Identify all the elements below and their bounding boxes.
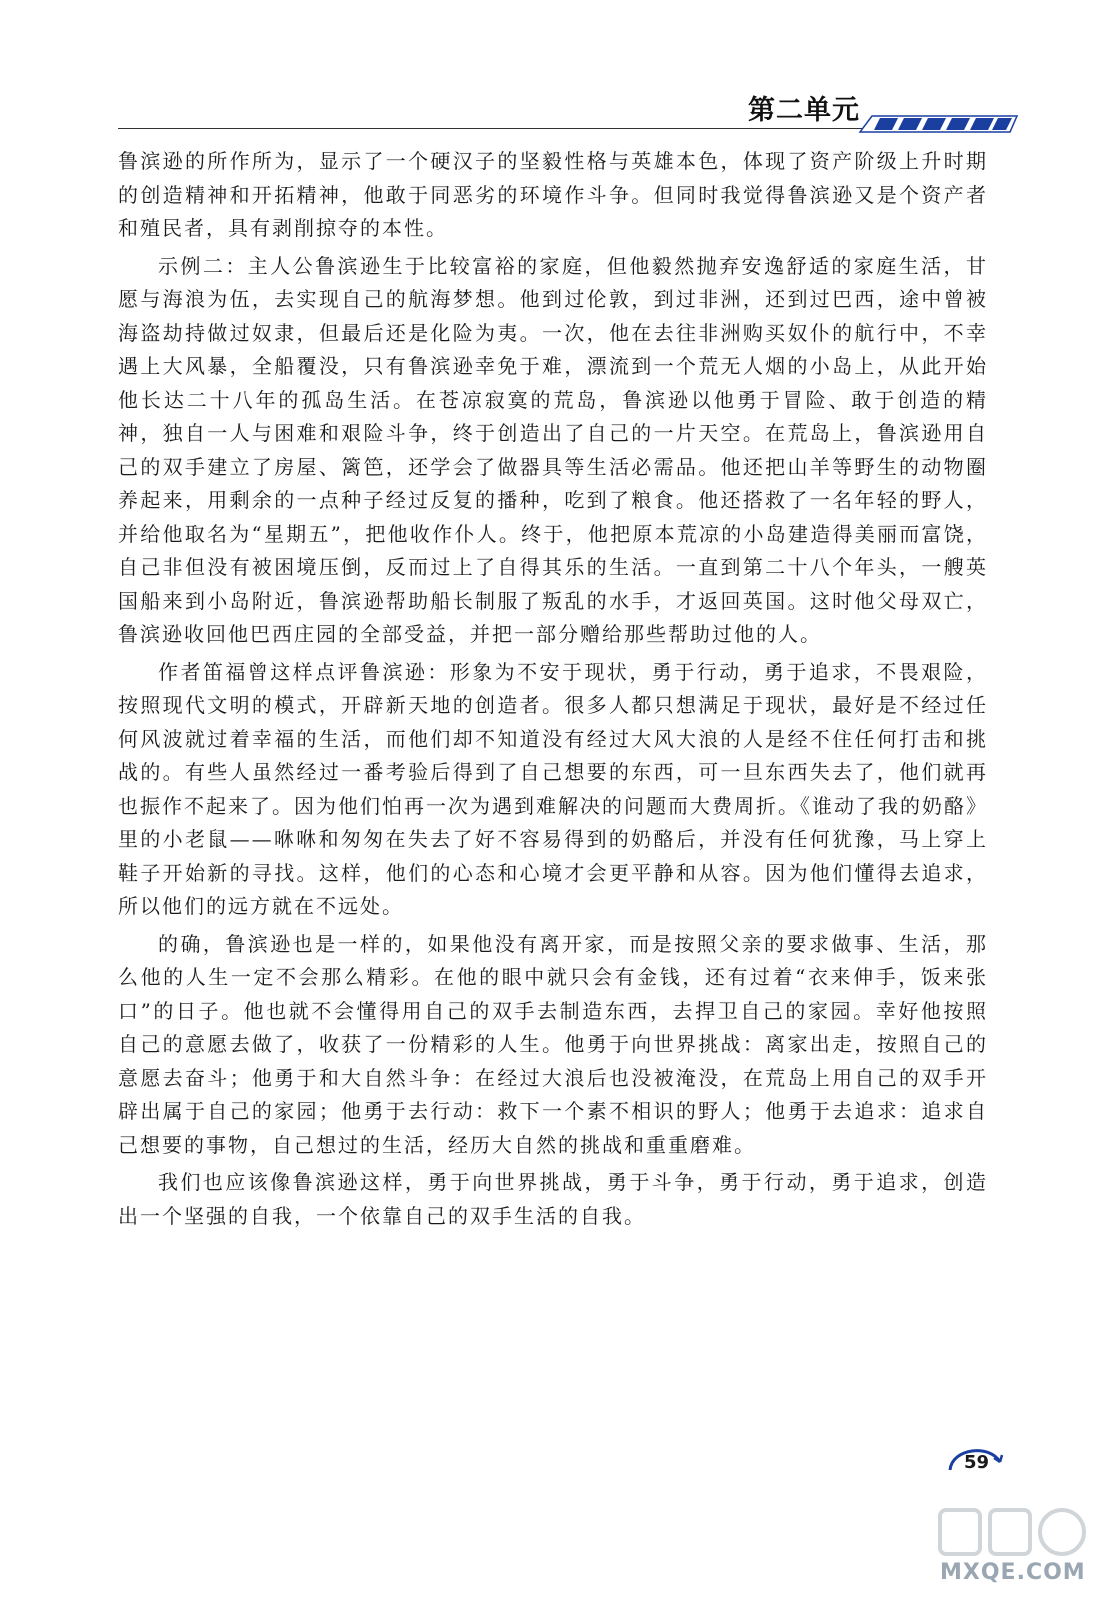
page-number: 59 (964, 1452, 990, 1473)
paragraph-5: 我们也应该像鲁滨逊这样，勇于向世界挑战，勇于斗争，勇于行动，勇于追求，创造出一个坚强的自我，一个依靠自己的双手生活的自我。 (118, 1170, 988, 1228)
paragraph-2: 示例二：主人公鲁滨逊生于比较富裕的家庭，但他毅然抛弃安逸舒适的家庭生活，甘愿与海浪为伍，去实现自己的航海梦想。他到过伦敦，到过非洲，还到过巴西，途中曾被海盗劫持做过奴隶，但最后还是化险为夷。一次，他在去往非洲购买奴仆的航行中，不幸遇上大风暴，全船覆没，只有鲁滨逊幸免于难，漂流到一个荒无人烟的小岛上，从此开始他长达二十八年的孤岛生活。在苍凉寂寞的荒岛，鲁滨逊以他勇于冒险、敢于创造的精神，独自一人与困难和艰险斗争，终于创造出了自己的一片天空。在荒岛上，鲁滨逊用自己的双手建立了房屋、篱笆，还学会了做器具等生活必需品。他还把山羊等野生的动物圈养起来，用剩余的一点种子经过反复的播种，吃到了粮食。他还搭救了一名年轻的野人，并给他取名为“星期五”，把他收作仆人。终于，他把原本荒凉的小岛建造得美丽而富饶，自己非但没有被困境压倒，反而过上了自得其乐的生活。一直到第二十八个年头，一艘英国船来到小岛附近，鲁滨逊帮助船长制服了叛乱的水手，才返回英国。这时他父母双亡，鲁滨逊收回他巴西庄园的全部受益，并把一部分赠给那些帮助过他的人。 (118, 253, 988, 646)
unit-title: 第二单元 (748, 95, 860, 126)
paragraph-3: 作者笛福曾这样点评鲁滨逊：形象为不安于现状，勇于行动，勇于追求，不畏艰险，按照现代文明的模式，开辟新天地的创造者。很多人都只想满足于现状，最好是不经过任何风波就过着幸福的生活，而他们却不知道没有经过大风大浪的人是经不住任何打击和挑战的。有些人虽然经过一番考验后得到了自己想要的东西，可一旦东西失去了，他们就再也振作不起来了。因为他们怕再一次为遇到难解决的问题而大费周折。《谁动了我的奶酪》里的小老鼠——咻咻和匆匆在失去了好不容易得到的奶酪后，并没有任何犹豫，马上穿上鞋子开始新的寻找。这样，他们的心态和心境才会更平静和从容。因为他们懂得去追求，所以他们的远方就在不远处。 (118, 659, 988, 918)
paragraph-4: 的确，鲁滨逊也是一样的，如果他没有离开家，而是按照父亲的要求做事、生活，那么他的人生一定不会那么精彩。在他的眼中就只会有金钱，还有过着“衣来伸手，饭来张口”的日子。他也就不会懂得用自己的双手去制造东西，去捍卫自己的家园。幸好他按照自己的意愿去做了，收获了一份精彩的人生。他勇于向世界挑战：离家出走，按照自己的意愿去奋斗；他勇于和大自然斗争：在经过大浪后也没被淹没，在荒岛上用自己的双手开辟出属于自己的家园；他勇于去行动：救下一个素不相识的野人；他勇于去追求：追求自己想要的事物，自己想过的生活，经历大自然的挑战和重重磨难。 (118, 931, 988, 1157)
header-stripe-decoration (852, 108, 1022, 136)
header-rule (118, 128, 863, 129)
watermark-text: MXQE.COM (940, 1560, 1086, 1585)
article-body (118, 145, 988, 1237)
paragraph-1: 鲁滨逊的所作所为，显示了一个硬汉子的坚毅性格与英雄本色，体现了资产阶级上升时期的创造精神和开拓精神，他敢于同恶劣的环境作斗争。但同时我觉得鲁滨逊又是个资产者和殖民者，具有剥削掠夺的本性。 (118, 149, 988, 240)
